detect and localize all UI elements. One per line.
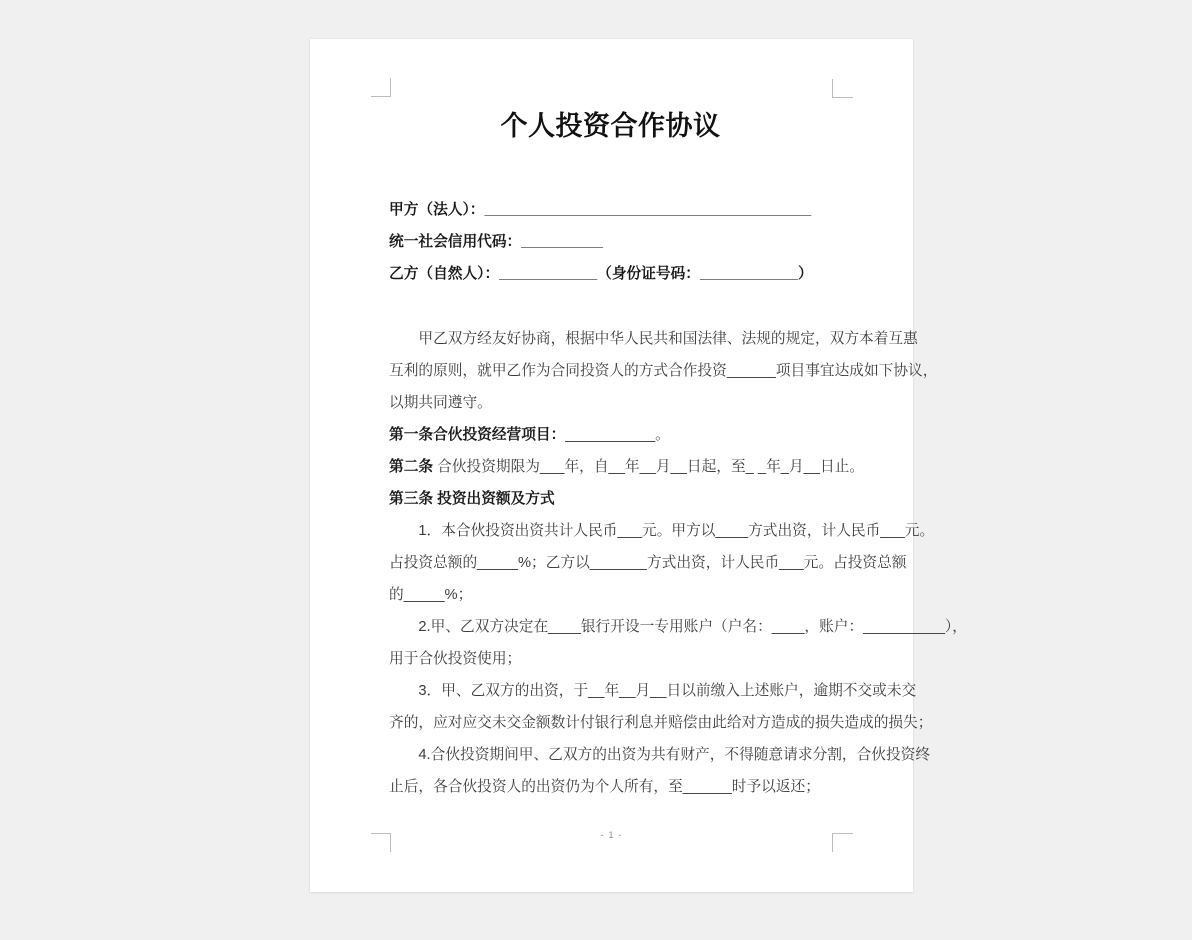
document-body <box>389 323 967 803</box>
party-block <box>389 194 832 290</box>
party-line: 乙方（自然人）：____________（身份证号码：____________） <box>389 266 813 282</box>
body-line <box>389 707 933 739</box>
body-line <box>389 771 832 803</box>
body-line <box>389 515 935 547</box>
clause-text: 合伙投资期限为___年，自__年__月__日起，至_ _年_月__日止。 <box>433 459 865 475</box>
clause-text: 以期共同遵守。 <box>389 395 492 411</box>
clause-text: 止后，各合伙投资人的出资仍为个人所有，至______时予以返还； <box>389 779 820 795</box>
party-line: 统一社会信用代码：__________ <box>389 234 603 250</box>
clause-text: 甲乙双方经友好协商，根据中华人民共和国法律、法规的规定，双方本着互惠 <box>418 331 918 347</box>
body-line <box>389 387 832 419</box>
document-title: 个人投资合作协议 <box>500 111 721 141</box>
document-content <box>310 39 967 803</box>
clause-text: 2.甲、乙双方决定在____银行开设一专用账户（户名：____，账户：__________）， <box>418 619 967 635</box>
body-line <box>389 611 967 643</box>
party-line: 甲方（法人）：________________________________________ <box>389 202 812 218</box>
clause-text: 的_____%； <box>389 587 473 603</box>
body-line <box>389 419 832 451</box>
page-number: - 1 - <box>600 830 623 841</box>
clause-heading-text: 第二条 <box>389 459 434 475</box>
clause-text: 占投资总额的_____%；乙方以_______方式出资，计人民币___元。占投资总额 <box>389 555 907 571</box>
body-line <box>389 739 931 771</box>
body-line <box>389 483 832 515</box>
clause-text: 齐的，应对应交未交金额数计付银行利息并赔偿由此给对方造成的损失造成的损失； <box>389 715 933 731</box>
body-line <box>389 579 832 611</box>
clause-heading-text: 第一条合伙投资经营项目： <box>389 427 566 443</box>
body-line <box>389 675 917 707</box>
clause-text: ___________。 <box>565 427 670 443</box>
clause-text: 用于合伙投资使用； <box>389 651 522 667</box>
clause-text: 互利的原则，就甲乙作为合同投资人的方式合作投资______项目事宜达成如下协议， <box>389 363 938 379</box>
body-line <box>389 643 832 675</box>
clause-text: 1．本合伙投资出资共计人民币___元。甲方以____方式出资，计人民币___元。 <box>418 523 935 539</box>
document-page[interactable] <box>310 39 967 892</box>
body-line <box>389 323 918 355</box>
body-line <box>389 451 865 483</box>
body-line <box>389 355 938 387</box>
clause-text: 3．甲、乙双方的出资，于__年__月__日以前缴入上述账户，逾期不交或未交 <box>418 683 917 699</box>
body-line <box>389 547 907 579</box>
clause-text: 4.合伙投资期间甲、乙双方的出资为共有财产，不得随意请求分割，合伙投资终 <box>418 747 931 763</box>
clause-heading-text: 第三条 投资出资额及方式 <box>389 491 555 507</box>
